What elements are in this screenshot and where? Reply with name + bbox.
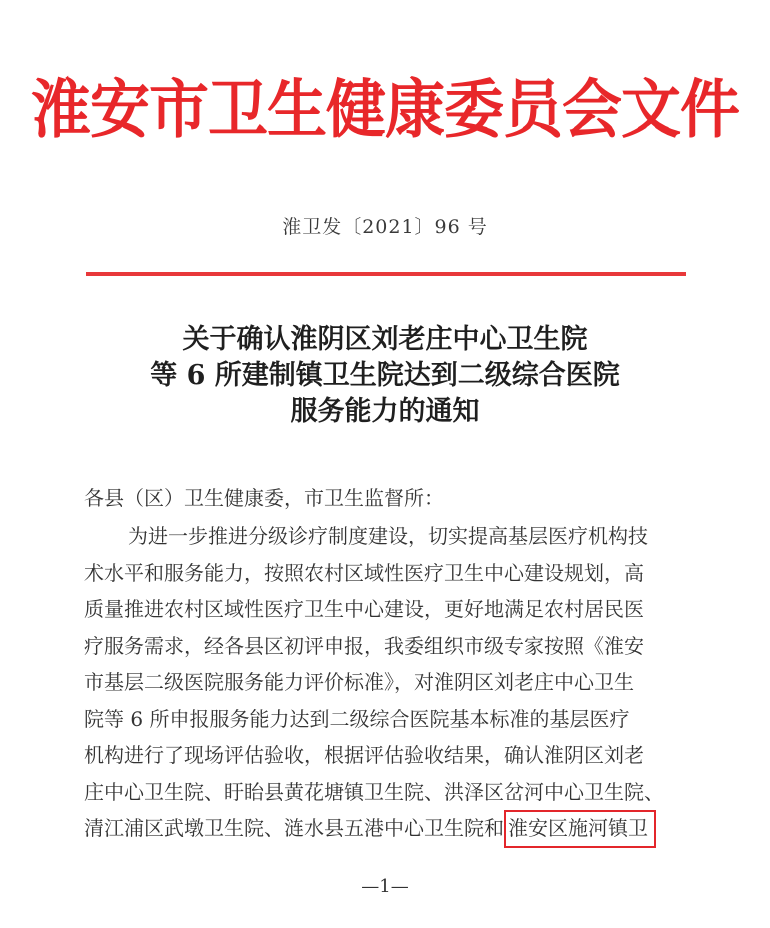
body-line-1: 为进一步推进分级诊疗制度建设，切实提高基层医疗机构技 (128, 524, 648, 548)
body-line-4: 疗服务需求，经各县区初评申报，我委组织市级专家按照《淮安 (84, 633, 644, 658)
body-line-9 (84, 810, 696, 847)
body-line-9-text: 清江浦区武墩卫生院、涟水县五港中心卫生院和 (84, 816, 504, 840)
subject-line-1: 关于确认淮阴区刘老庄中心卫生院 (182, 324, 588, 355)
subject-line-3: 服务能力的通知 (290, 396, 480, 427)
body-line-7: 机构进行了现场评估验收，根据评估验收结果，确认淮阴区刘老 (84, 743, 644, 767)
highlight-box: 淮安区施河镇卫 (504, 810, 656, 848)
red-divider-rule (86, 272, 686, 276)
document-header-title: 淮安市卫生健康委员会文件 (31, 73, 739, 147)
body-line-8: 庄中心卫生院、盱眙县黄花塘镇卫生院、洪泽区岔河中心卫生院、 (84, 779, 664, 804)
subject-line-2: 等 6 所建制镇卫生院达到二级综合医院 (150, 360, 620, 391)
body-line-2: 术水平和服务能力，按照农村区域性医疗卫生中心建设规划，高 (84, 560, 644, 585)
salutation: 各县（区）卫生健康委，市卫生监督所： (84, 486, 444, 510)
page-number: —1— (361, 876, 409, 897)
body-line-3: 质量推进农村区域性医疗卫生中心建设，更好地满足农村居民医 (84, 597, 644, 621)
subject-heading (0, 322, 770, 430)
body-line-6: 院等 6 所申报服务能力达到二级综合医院基本标准的基层医疗 (84, 706, 630, 731)
body-paragraph (84, 518, 696, 847)
document-number: 淮卫发〔2021〕96 号 (282, 216, 488, 238)
body-line-5: 市基层二级医院服务能力评价标准》，对淮阴区刘老庄中心卫生 (84, 670, 634, 694)
